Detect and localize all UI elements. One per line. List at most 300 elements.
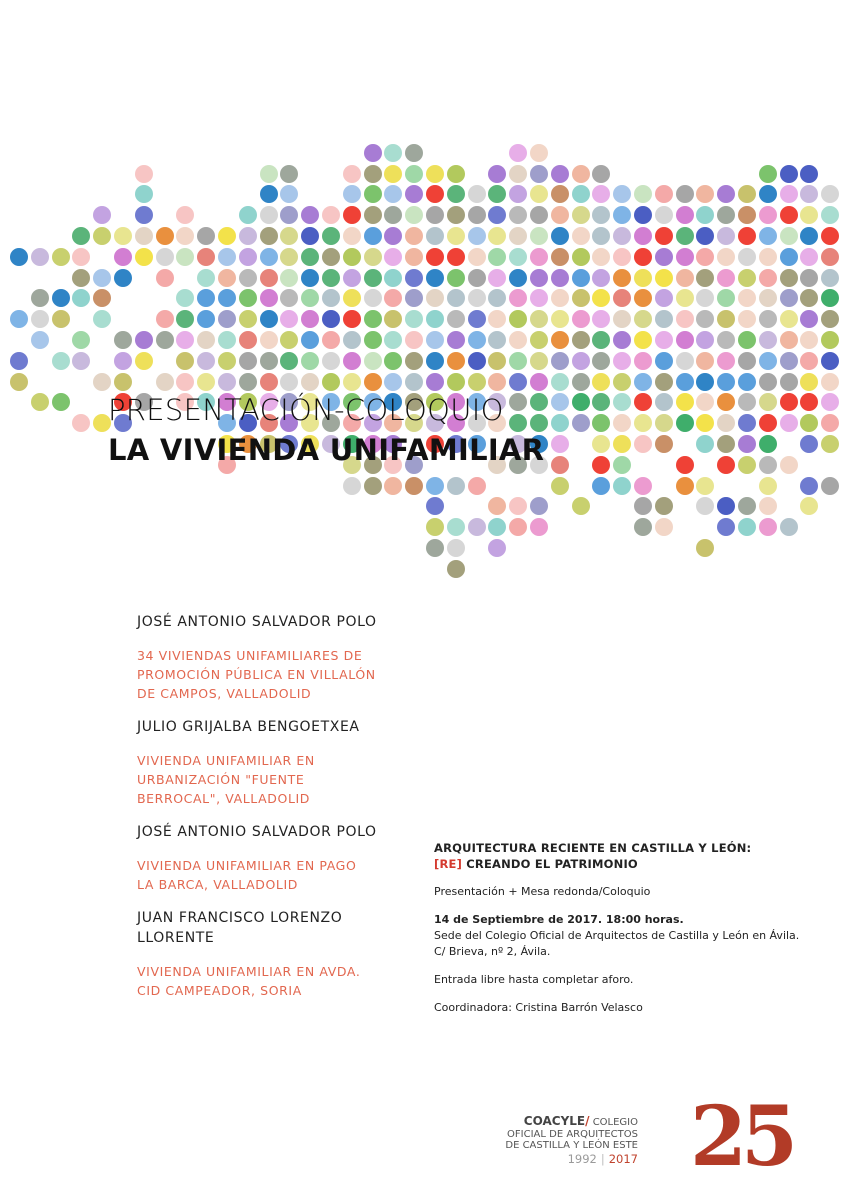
decorative-dot (634, 248, 652, 266)
decorative-dot (676, 331, 694, 349)
decorative-dot (551, 393, 569, 411)
decorative-dot (509, 518, 527, 536)
decorative-dot (405, 227, 423, 245)
decorative-dot (31, 289, 49, 307)
decorative-dot (592, 206, 610, 224)
decorative-dot (592, 289, 610, 307)
year-separator: | (600, 1151, 605, 1166)
decorative-dot (530, 269, 548, 287)
decorative-dot (613, 227, 631, 245)
decorative-dot (676, 248, 694, 266)
decorative-dot (759, 185, 777, 203)
decorative-dot (738, 373, 756, 391)
decorative-dot (114, 269, 132, 287)
decorative-dot (759, 352, 777, 370)
decorative-dot (384, 289, 402, 307)
event-heading-line-2 (434, 856, 834, 872)
decorative-dot (31, 248, 49, 266)
decorative-dot (800, 477, 818, 495)
decorative-dot (800, 393, 818, 411)
decorative-dot (239, 227, 257, 245)
decorative-dot (488, 518, 506, 536)
decorative-dot (634, 227, 652, 245)
decorative-dot (488, 331, 506, 349)
speaker-name: JOSÉ ANTONIO SALVADOR POLO (137, 824, 377, 840)
decorative-dot (800, 497, 818, 515)
decorative-dot (572, 331, 590, 349)
decorative-dot (10, 352, 28, 370)
decorative-dot (488, 373, 506, 391)
logo-line-1: COLEGIO (592, 1117, 638, 1128)
decorative-dot (592, 393, 610, 411)
decorative-dot (572, 248, 590, 266)
decorative-dot (551, 456, 569, 474)
title-line-2: LA VIVIENDA UNIFAMILIAR (108, 433, 545, 467)
decorative-dot (384, 185, 402, 203)
decorative-dot (384, 373, 402, 391)
decorative-dot (676, 310, 694, 328)
decorative-dot (488, 289, 506, 307)
decorative-dot (655, 414, 673, 432)
decorative-dot (696, 539, 714, 557)
decorative-dot (156, 373, 174, 391)
decorative-dot (405, 310, 423, 328)
decorative-dot (426, 206, 444, 224)
decorative-dot (655, 185, 673, 203)
decorative-dot (738, 185, 756, 203)
decorative-dot (114, 373, 132, 391)
decorative-dot (343, 331, 361, 349)
decorative-dot (655, 435, 673, 453)
event-heading-line-1: ARQUITECTURA RECIENTE EN CASTILLA Y LEÓN: (434, 841, 752, 855)
decorative-dot (613, 352, 631, 370)
decorative-dot (738, 414, 756, 432)
decorative-dot (821, 227, 839, 245)
decorative-dot (676, 456, 694, 474)
decorative-dot (738, 518, 756, 536)
decorative-dot (280, 206, 298, 224)
decorative-dot (239, 248, 257, 266)
decorative-dot (551, 331, 569, 349)
decorative-dot (468, 227, 486, 245)
decorative-dot (343, 477, 361, 495)
decorative-dot (696, 414, 714, 432)
decorative-dot (93, 310, 111, 328)
decorative-dot (447, 331, 465, 349)
decorative-dot (634, 331, 652, 349)
decorative-dot (343, 269, 361, 287)
decorative-dot (759, 331, 777, 349)
decorative-dot (343, 165, 361, 183)
decorative-dot (572, 310, 590, 328)
decorative-dot (509, 248, 527, 266)
decorative-dot (218, 373, 236, 391)
decorative-dot (800, 414, 818, 432)
decorative-dot (551, 269, 569, 287)
decorative-dot (280, 269, 298, 287)
decorative-dot (343, 185, 361, 203)
decorative-dot (634, 435, 652, 453)
decorative-dot (530, 497, 548, 515)
decorative-dot (780, 310, 798, 328)
decorative-dot (655, 393, 673, 411)
decorative-dot (405, 269, 423, 287)
decorative-dot (509, 497, 527, 515)
decorative-dot (800, 269, 818, 287)
decorative-dot (31, 331, 49, 349)
decorative-dot (280, 185, 298, 203)
decorative-dot (759, 393, 777, 411)
decorative-dot (176, 310, 194, 328)
decorative-dot (530, 373, 548, 391)
decorative-dot (780, 227, 798, 245)
decorative-dot (738, 352, 756, 370)
decorative-dot (176, 373, 194, 391)
decorative-dot (93, 373, 111, 391)
decorative-dot (93, 289, 111, 307)
decorative-dot (384, 144, 402, 162)
decorative-dot (509, 144, 527, 162)
decorative-dot (405, 331, 423, 349)
decorative-dot (696, 206, 714, 224)
decorative-dot (613, 477, 631, 495)
decorative-dot (509, 352, 527, 370)
decorative-dot (738, 310, 756, 328)
decorative-dot (468, 310, 486, 328)
decorative-dot (696, 352, 714, 370)
decorative-dot (426, 518, 444, 536)
decorative-dot (260, 227, 278, 245)
decorative-dot (572, 352, 590, 370)
event-address: C/ Brieva, nº 2, Ávila. (434, 945, 551, 958)
decorative-dot (447, 352, 465, 370)
decorative-dot (114, 227, 132, 245)
decorative-dot (717, 248, 735, 266)
decorative-dot (384, 227, 402, 245)
decorative-dot (468, 289, 486, 307)
decorative-dot (114, 352, 132, 370)
decorative-dot (592, 269, 610, 287)
decorative-dot (634, 518, 652, 536)
event-subtitle: CREANDO EL PATRIMONIO (466, 857, 638, 871)
decorative-dot (717, 393, 735, 411)
decorative-dot (301, 269, 319, 287)
decorative-dot (696, 185, 714, 203)
decorative-dot (509, 165, 527, 183)
decorative-dot (592, 185, 610, 203)
decorative-dot (447, 518, 465, 536)
decorative-dot (10, 248, 28, 266)
decorative-dot (447, 373, 465, 391)
decorative-dot (592, 373, 610, 391)
decorative-dot (218, 248, 236, 266)
decorative-dot (52, 310, 70, 328)
speaker-work: 34 VIVIENDAS UNIFAMILIARES DE PROMOCIÓN PÚBLICA EN VILLALÓN DE CAMPOS, VALLADOLID (137, 648, 376, 701)
decorative-dot (655, 352, 673, 370)
decorative-dot (176, 248, 194, 266)
decorative-dot (509, 269, 527, 287)
decorative-dot (364, 310, 382, 328)
decorative-dot (322, 352, 340, 370)
decorative-dot (634, 352, 652, 370)
decorative-dot (239, 373, 257, 391)
decorative-dot (717, 331, 735, 349)
decorative-dot (613, 435, 631, 453)
decorative-dot (72, 248, 90, 266)
decorative-dot (280, 310, 298, 328)
decorative-dot (676, 185, 694, 203)
event-entry: Entrada libre hasta completar aforo. (434, 973, 634, 986)
decorative-dot (592, 248, 610, 266)
decorative-dot (447, 310, 465, 328)
decorative-dot (717, 373, 735, 391)
decorative-dot (301, 289, 319, 307)
decorative-dot (717, 269, 735, 287)
decorative-dot (52, 248, 70, 266)
decorative-dot (676, 206, 694, 224)
decorative-dot (426, 331, 444, 349)
decorative-dot (821, 331, 839, 349)
decorative-dot (93, 227, 111, 245)
decorative-dot (135, 206, 153, 224)
decorative-dot (426, 539, 444, 557)
decorative-dot (572, 393, 590, 411)
event-coordinator: Coordinadora: Cristina Barrón Velasco (434, 1001, 643, 1014)
decorative-dot (780, 206, 798, 224)
decorative-dot (488, 165, 506, 183)
decorative-dot (468, 373, 486, 391)
decorative-dot (551, 310, 569, 328)
decorative-dot (634, 477, 652, 495)
decorative-dot (717, 185, 735, 203)
decorative-dot (197, 227, 215, 245)
decorative-dot (197, 373, 215, 391)
decorative-dot (696, 331, 714, 349)
speaker-work: VIVIENDA UNIFAMILIAR EN URBANIZACIÓN "FUENTE BERROCAL", VALLADOLID (137, 753, 315, 806)
decorative-dot (800, 206, 818, 224)
speaker-item (137, 822, 377, 894)
decorative-dot (696, 435, 714, 453)
decorative-dot (31, 310, 49, 328)
decorative-dot (176, 206, 194, 224)
decorative-dot (384, 310, 402, 328)
decorative-dot (156, 269, 174, 287)
decorative-dot (488, 206, 506, 224)
decorative-dot (613, 310, 631, 328)
decorative-dot (759, 227, 777, 245)
title-block (108, 392, 544, 468)
decorative-dot (696, 269, 714, 287)
decorative-dot (364, 477, 382, 495)
decorative-dot (551, 185, 569, 203)
decorative-dot (780, 165, 798, 183)
decorative-dot (780, 456, 798, 474)
decorative-dot (343, 373, 361, 391)
decorative-dot (488, 227, 506, 245)
decorative-dot (426, 248, 444, 266)
decorative-dot (676, 393, 694, 411)
decorative-dot (52, 289, 70, 307)
decorative-dot (468, 477, 486, 495)
decorative-dot (384, 352, 402, 370)
decorative-dot (343, 227, 361, 245)
decorative-dot (634, 393, 652, 411)
decorative-dot (135, 352, 153, 370)
decorative-dot (301, 227, 319, 245)
decorative-dot (676, 227, 694, 245)
decorative-dot (135, 227, 153, 245)
decorative-dot (322, 269, 340, 287)
decorative-dot (800, 352, 818, 370)
decorative-dot (759, 477, 777, 495)
decorative-dot (176, 227, 194, 245)
decorative-dot (364, 289, 382, 307)
decorative-dot (447, 185, 465, 203)
decorative-dot (301, 373, 319, 391)
decorative-dot (634, 373, 652, 391)
decorative-dot (509, 373, 527, 391)
event-format: Presentación + Mesa redonda/Coloquio (434, 885, 651, 898)
decorative-dot (405, 206, 423, 224)
decorative-dot (218, 352, 236, 370)
decorative-dot (239, 352, 257, 370)
decorative-dot (405, 373, 423, 391)
decorative-dot (800, 185, 818, 203)
decorative-dot (31, 393, 49, 411)
decorative-dot (426, 165, 444, 183)
decorative-dot (114, 331, 132, 349)
decorative-dot (738, 393, 756, 411)
decorative-dot (717, 497, 735, 515)
decorative-dot (592, 435, 610, 453)
decorative-dot (364, 352, 382, 370)
decorative-dot (530, 227, 548, 245)
decorative-dot (384, 269, 402, 287)
decorative-dot (634, 414, 652, 432)
decorative-dot (696, 289, 714, 307)
decorative-dot (488, 539, 506, 557)
decorative-dot (676, 477, 694, 495)
decorative-dot (821, 393, 839, 411)
decorative-dot (696, 393, 714, 411)
decorative-dot (572, 227, 590, 245)
decorative-dot (239, 269, 257, 287)
decorative-dot (676, 373, 694, 391)
decorative-dot (738, 206, 756, 224)
decorative-dot (800, 373, 818, 391)
decorative-dot (613, 248, 631, 266)
decorative-dot (821, 248, 839, 266)
decorative-dot (696, 310, 714, 328)
decorative-dot (780, 269, 798, 287)
decorative-dot (405, 352, 423, 370)
decorative-dot (800, 310, 818, 328)
decorative-dot (759, 289, 777, 307)
decorative-dot (572, 165, 590, 183)
decorative-dot (613, 393, 631, 411)
decorative-dot (301, 248, 319, 266)
decorative-dot (468, 518, 486, 536)
decorative-dot (509, 331, 527, 349)
decorative-dot (72, 352, 90, 370)
decorative-dot (821, 269, 839, 287)
decorative-dot (509, 206, 527, 224)
decorative-dot (447, 227, 465, 245)
decorative-dot (260, 289, 278, 307)
decorative-dot (696, 227, 714, 245)
decorative-dot (821, 206, 839, 224)
decorative-dot (156, 248, 174, 266)
decorative-dot (301, 331, 319, 349)
decorative-dot (301, 310, 319, 328)
decorative-dot (322, 373, 340, 391)
decorative-dot (197, 248, 215, 266)
decorative-dot (384, 206, 402, 224)
decorative-dot (384, 477, 402, 495)
logo-slash: / (585, 1114, 590, 1128)
decorative-dot (447, 248, 465, 266)
decorative-dot (343, 352, 361, 370)
decorative-dot (426, 477, 444, 495)
decorative-dot (530, 206, 548, 224)
decorative-dot (260, 331, 278, 349)
decorative-dot (260, 165, 278, 183)
event-info (434, 840, 834, 1016)
decorative-dot (197, 289, 215, 307)
decorative-dot (197, 331, 215, 349)
decorative-dot (655, 497, 673, 515)
decorative-dot (280, 352, 298, 370)
decorative-dot (384, 248, 402, 266)
decorative-dot (759, 269, 777, 287)
decorative-dot (280, 248, 298, 266)
decorative-dot (405, 165, 423, 183)
decorative-dot (322, 227, 340, 245)
decorative-dot (322, 248, 340, 266)
decorative-dot (613, 269, 631, 287)
decorative-dot (468, 269, 486, 287)
decorative-dot (239, 289, 257, 307)
decorative-dot (488, 310, 506, 328)
decorative-dot (717, 289, 735, 307)
decorative-dot (800, 165, 818, 183)
decorative-dot (717, 227, 735, 245)
decorative-dot (738, 456, 756, 474)
decorative-dot (592, 227, 610, 245)
decorative-dot (551, 165, 569, 183)
decorative-dot (738, 248, 756, 266)
decorative-dot (426, 289, 444, 307)
decorative-dot (592, 477, 610, 495)
decorative-dot (551, 289, 569, 307)
decorative-dot (780, 414, 798, 432)
decorative-dot (800, 331, 818, 349)
decorative-dot (634, 310, 652, 328)
decorative-dot (738, 331, 756, 349)
decorative-dot (717, 435, 735, 453)
logo-brand: COACYLE (523, 1114, 586, 1128)
title-line-1: PRESENTACIÓN-COLOQUIO (108, 393, 504, 427)
decorative-dot (592, 414, 610, 432)
decorative-dot (488, 248, 506, 266)
decorative-dot (759, 518, 777, 536)
decorative-dot (759, 165, 777, 183)
decorative-dot (322, 310, 340, 328)
decorative-dot (135, 248, 153, 266)
decorative-dot (530, 331, 548, 349)
decorative-dot (468, 352, 486, 370)
decorative-dot (551, 477, 569, 495)
